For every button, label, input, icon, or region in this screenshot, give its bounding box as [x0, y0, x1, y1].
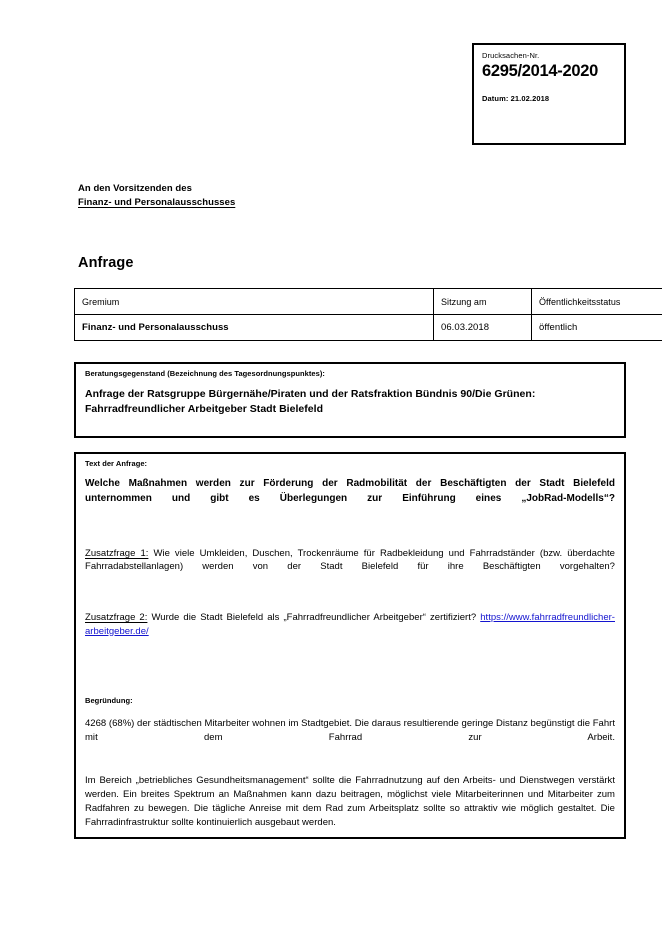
drucksachen-nr-value: 6295/2014-2020	[482, 62, 598, 80]
drucksachen-nr-label: Drucksachen-Nr.	[482, 51, 540, 60]
page-title: Anfrage	[78, 255, 134, 271]
main-question-text: Welche Maßnahmen werden zur Förderung der Radmobilität der Beschäftigten der Stadt Bielefeld unternommen und gibt es Überlegungen zur Einführung eines „JobRad-Modells“?	[85, 478, 615, 504]
header-cell-status: Öffentlichkeitsstatus	[532, 289, 662, 315]
subject-caption: Beratungsgegenstand (Bezeichnung des Tagesordnungspunktes):	[85, 369, 325, 378]
cell-gremium: Finanz- und Personalausschuss	[75, 315, 434, 341]
sub-question-1-label: Zusatzfrage 1:	[85, 547, 149, 559]
document-date: Datum: 21.02.2018	[482, 93, 550, 103]
committee-table	[74, 288, 662, 341]
subject-box	[74, 362, 626, 438]
reason-caption: Begründung:	[85, 696, 133, 706]
addressee-line-1: An den Vorsitzenden des	[78, 183, 192, 194]
cell-sitzung: 06.03.2018	[434, 315, 532, 341]
header-cell-sitzung: Sitzung am	[434, 289, 532, 315]
subject-text: Anfrage der Ratsgruppe Bürgernähe/Piraten und der Ratsfraktion Bündnis 90/Die Grünen: Fahrradfreundlicher Arbeitgeber Stadt Bielefeld	[85, 388, 536, 415]
request-text-box	[74, 452, 626, 839]
sub-question-2-label: Zusatzfrage 2:	[85, 611, 148, 623]
addressee-line-2: Finanz- und Personalausschusses	[78, 196, 236, 208]
addressee-block	[78, 182, 235, 210]
request-caption: Text der Anfrage:	[85, 459, 148, 468]
sub-question-2	[85, 611, 615, 652]
fahrradfreundlicher-arbeitgeber-link[interactable]: https://www.fahrradfreundlicher-arbeitgeber.de/	[85, 611, 615, 637]
sub-question-2-text: Wurde die Stadt Bielefeld als „Fahrradfreundlicher Arbeitgeber“ zertifiziert?	[147, 611, 481, 623]
reason-paragraph-2: Im Bereich „betriebliches Gesundheitsmanagement“ sollte die Fahrradnutzung auf den Arbeits- und Dienstwegen verstärkt werden. Ein breites Spektrum an Maßnahmen kann dazu beitragen, möglichst viele Mitarbeiterinnen und Mitarbeiter zum Radfahren zu bewegen. Die tägliche Anreise mit dem Rad zum Arbeitsplatz sollte so attraktiv wie möglich gestaltet. Die Fahrradinfrastruktur sollte kontinuierlich ausgebaut werden.	[85, 775, 615, 828]
sub-question-1	[85, 547, 615, 588]
header-cell-gremium: Gremium	[75, 289, 434, 315]
table-header-row	[75, 289, 662, 315]
cell-status: öffentlich	[532, 315, 662, 341]
reason-paragraph-1: 4268 (68%) der städtischen Mitarbeiter wohnen im Stadtgebiet. Die daraus resultierende geringe Distanz begünstigt die Fahrt mit dem Fahrrad zur Arbeit.	[85, 718, 615, 743]
sub-question-1-text: Wie viele Umkleiden, Duschen, Trockenräume für Radbekleidung und Fahrradständer (bzw. überdachte Fahrradabstellanlagen) werden von der Stadt Bielefeld für ihre Beschäftigten vorgehalten?	[85, 547, 615, 573]
drucksachen-nr-box	[472, 43, 626, 145]
table-row	[75, 315, 662, 341]
